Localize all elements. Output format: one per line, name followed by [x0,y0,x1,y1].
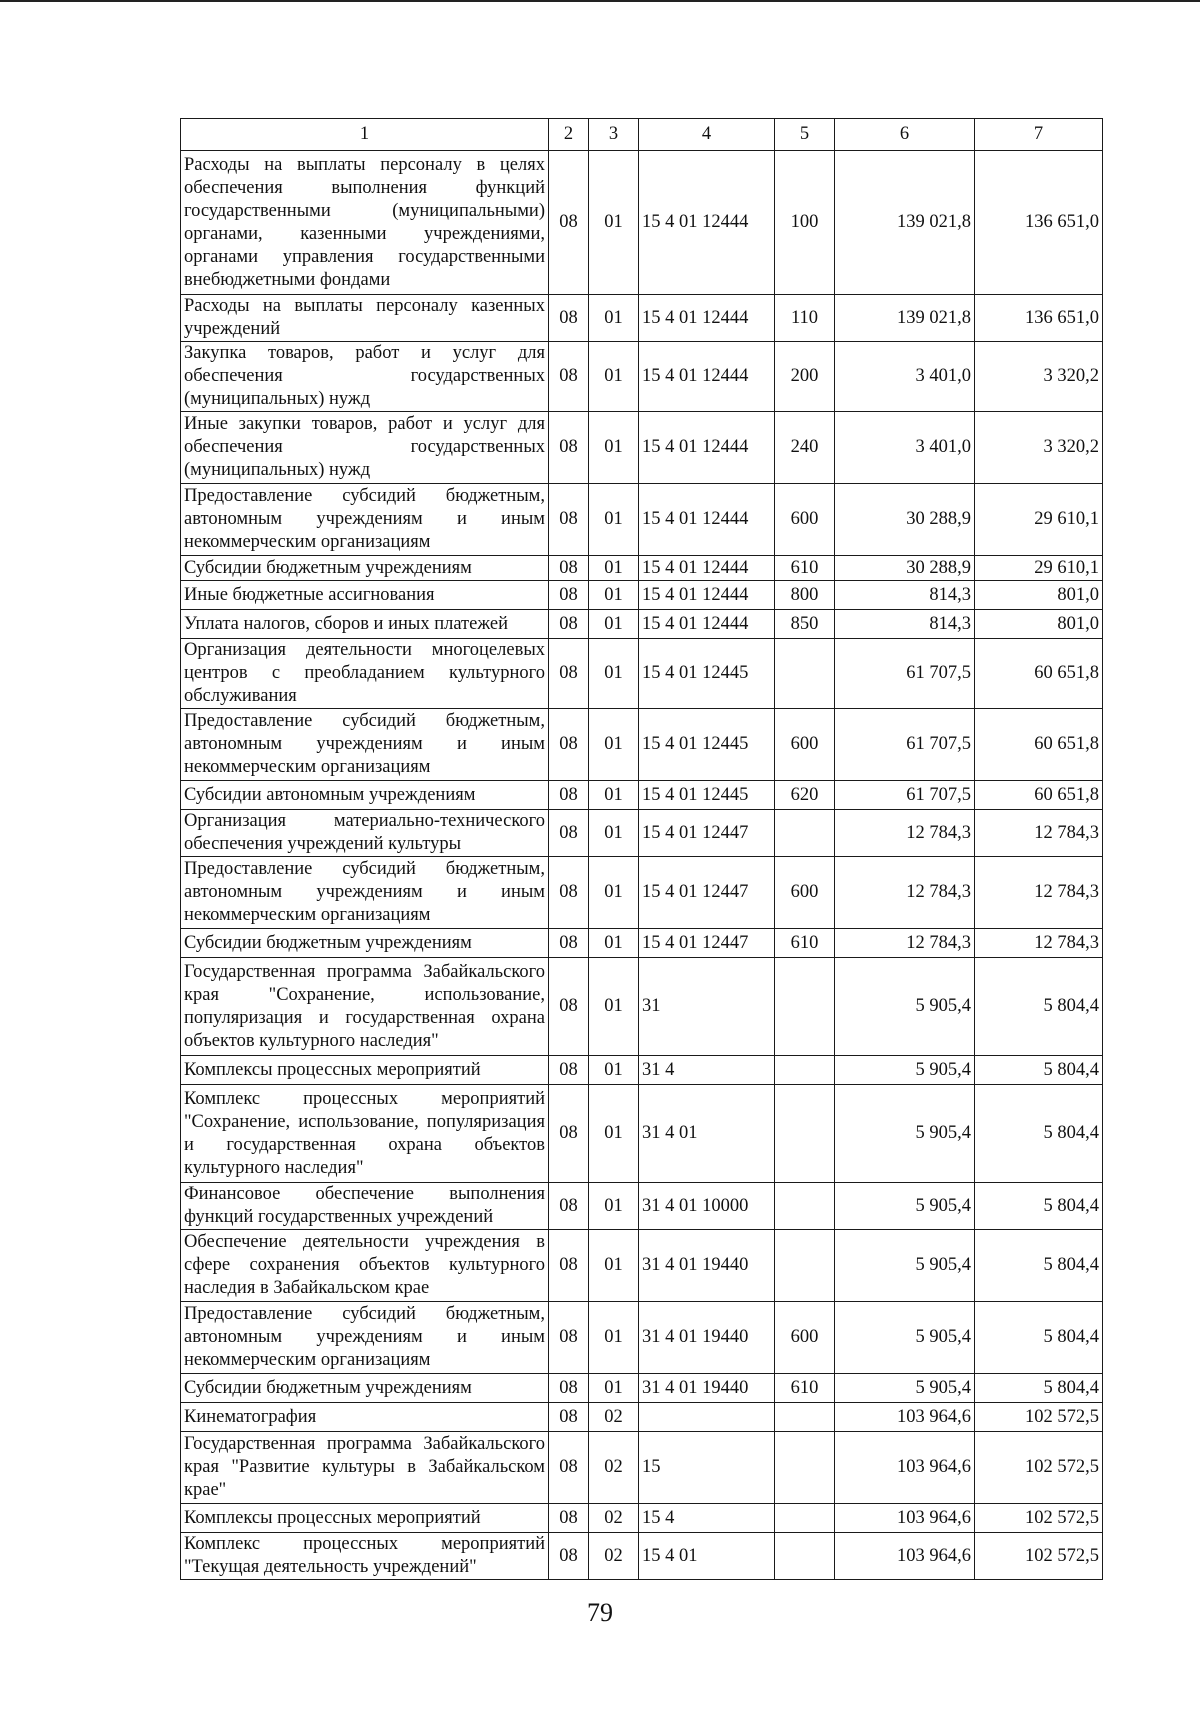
row-target-article-cell [639,1403,775,1432]
row-name-cell: Комплекс процессных мероприятий "Текущая деятельность учреждений" [181,1533,549,1580]
row-amount-2-cell: 60 651,8 [975,781,1103,810]
row-amount-2-cell: 102 572,5 [975,1403,1103,1432]
table-row [181,610,1103,639]
row-target-article-cell: 15 4 01 12447 [639,857,775,929]
header-cell-4: 4 [639,119,775,151]
row-target-article-cell: 15 [639,1432,775,1504]
row-name-cell: Расходы на выплаты персоналу казенных учреждений [181,295,549,342]
row-expense-type-cell [775,1504,835,1533]
row-subsection-cell: 02 [589,1403,639,1432]
row-section-cell: 08 [549,1504,589,1533]
row-expense-type-cell [775,1056,835,1085]
row-target-article-cell: 31 4 01 10000 [639,1183,775,1230]
table-row [181,929,1103,958]
row-name-cell: Предоставление субсидий бюджетным, автономным учреждениям и иным некоммерческим организациям [181,484,549,556]
row-section-cell: 08 [549,639,589,709]
row-subsection-cell: 01 [589,610,639,639]
row-amount-2-cell: 102 572,5 [975,1432,1103,1504]
row-expense-type-cell: 200 [775,342,835,412]
row-target-article-cell: 15 4 01 12444 [639,556,775,581]
row-subsection-cell: 01 [589,1085,639,1183]
row-name-cell: Иные закупки товаров, работ и услуг для обеспечения государственных (муниципальных) нужд [181,412,549,484]
row-section-cell: 08 [549,342,589,412]
row-expense-type-cell [775,1432,835,1504]
row-target-article-cell: 15 4 01 12445 [639,639,775,709]
budget-table [180,118,1103,1580]
table-row [181,556,1103,581]
row-section-cell: 08 [549,556,589,581]
row-section-cell: 08 [549,1403,589,1432]
row-expense-type-cell: 610 [775,556,835,581]
row-amount-1-cell: 5 905,4 [835,1183,975,1230]
table-row [181,1056,1103,1085]
row-subsection-cell: 01 [589,412,639,484]
row-section-cell: 08 [549,958,589,1056]
row-expense-type-cell: 110 [775,295,835,342]
row-amount-1-cell: 30 288,9 [835,556,975,581]
row-amount-1-cell: 12 784,3 [835,810,975,857]
row-expense-type-cell: 600 [775,1302,835,1374]
row-name-cell: Предоставление субсидий бюджетным, автономным учреждениям и иным некоммерческим организациям [181,857,549,929]
table-body [181,151,1103,1580]
row-subsection-cell: 01 [589,1302,639,1374]
row-expense-type-cell [775,1230,835,1302]
row-subsection-cell: 01 [589,1183,639,1230]
header-cell-7: 7 [975,119,1103,151]
row-section-cell: 08 [549,781,589,810]
row-amount-1-cell: 103 964,6 [835,1432,975,1504]
row-expense-type-cell [775,1533,835,1580]
row-amount-2-cell: 136 651,0 [975,151,1103,295]
row-name-cell: Субсидии бюджетным учреждениям [181,1374,549,1403]
row-amount-2-cell: 5 804,4 [975,1056,1103,1085]
row-expense-type-cell: 100 [775,151,835,295]
row-amount-2-cell: 5 804,4 [975,1183,1103,1230]
row-section-cell: 08 [549,1183,589,1230]
row-amount-2-cell: 102 572,5 [975,1504,1103,1533]
table-row [181,151,1103,295]
row-name-cell: Уплата налогов, сборов и иных платежей [181,610,549,639]
row-amount-2-cell: 5 804,4 [975,1374,1103,1403]
row-target-article-cell: 15 4 01 12444 [639,412,775,484]
row-expense-type-cell: 800 [775,581,835,610]
table-row [181,781,1103,810]
row-target-article-cell: 15 4 01 12444 [639,581,775,610]
row-amount-1-cell: 5 905,4 [835,1085,975,1183]
row-amount-2-cell: 3 320,2 [975,342,1103,412]
row-amount-2-cell: 801,0 [975,610,1103,639]
row-amount-1-cell: 30 288,9 [835,484,975,556]
header-cell-3: 3 [589,119,639,151]
row-expense-type-cell [775,1403,835,1432]
row-subsection-cell: 01 [589,484,639,556]
row-name-cell: Государственная программа Забайкальского края "Развитие культуры в Забайкальском крае" [181,1432,549,1504]
row-amount-2-cell: 5 804,4 [975,1230,1103,1302]
header-row [181,119,1103,151]
row-amount-2-cell: 60 651,8 [975,709,1103,781]
row-amount-1-cell: 103 964,6 [835,1533,975,1580]
row-section-cell: 08 [549,1085,589,1183]
table-row [181,639,1103,709]
row-expense-type-cell: 600 [775,857,835,929]
row-amount-2-cell: 801,0 [975,581,1103,610]
row-subsection-cell: 02 [589,1504,639,1533]
row-subsection-cell: 01 [589,857,639,929]
row-amount-2-cell: 5 804,4 [975,958,1103,1056]
row-target-article-cell: 31 4 01 19440 [639,1374,775,1403]
row-expense-type-cell [775,958,835,1056]
row-amount-1-cell: 61 707,5 [835,781,975,810]
row-amount-2-cell: 12 784,3 [975,929,1103,958]
row-amount-1-cell: 12 784,3 [835,929,975,958]
row-target-article-cell: 15 4 01 12447 [639,929,775,958]
row-subsection-cell: 01 [589,342,639,412]
row-amount-2-cell: 60 651,8 [975,639,1103,709]
row-section-cell: 08 [549,484,589,556]
row-amount-2-cell: 3 320,2 [975,412,1103,484]
row-amount-2-cell: 12 784,3 [975,810,1103,857]
row-name-cell: Организация деятельности многоцелевых центров с преобладанием культурного обслуживания [181,639,549,709]
row-amount-1-cell: 139 021,8 [835,151,975,295]
table-row [181,958,1103,1056]
row-section-cell: 08 [549,857,589,929]
row-name-cell: Субсидии автономным учреждениям [181,781,549,810]
row-amount-2-cell: 5 804,4 [975,1085,1103,1183]
row-section-cell: 08 [549,810,589,857]
row-target-article-cell: 31 4 01 [639,1085,775,1183]
table-header [181,119,1103,151]
row-target-article-cell: 31 4 01 19440 [639,1302,775,1374]
row-expense-type-cell: 610 [775,1374,835,1403]
row-amount-1-cell: 139 021,8 [835,295,975,342]
row-name-cell: Кинематография [181,1403,549,1432]
row-subsection-cell: 01 [589,1374,639,1403]
table-row [181,295,1103,342]
row-expense-type-cell [775,1085,835,1183]
row-amount-1-cell: 3 401,0 [835,412,975,484]
row-target-article-cell: 15 4 01 12444 [639,151,775,295]
row-subsection-cell: 01 [589,781,639,810]
row-name-cell: Комплексы процессных мероприятий [181,1504,549,1533]
table-row [181,1533,1103,1580]
row-target-article-cell: 15 4 [639,1504,775,1533]
row-target-article-cell: 15 4 01 12444 [639,295,775,342]
row-section-cell: 08 [549,1374,589,1403]
table-row [181,1432,1103,1504]
row-expense-type-cell: 620 [775,781,835,810]
row-amount-1-cell: 12 784,3 [835,857,975,929]
row-amount-1-cell: 5 905,4 [835,958,975,1056]
row-amount-1-cell: 103 964,6 [835,1403,975,1432]
header-cell-2: 2 [549,119,589,151]
row-section-cell: 08 [549,1533,589,1580]
row-expense-type-cell [775,1183,835,1230]
row-target-article-cell: 15 4 01 [639,1533,775,1580]
table-row [181,1085,1103,1183]
row-target-article-cell: 15 4 01 12445 [639,781,775,810]
row-amount-1-cell: 814,3 [835,581,975,610]
header-cell-6: 6 [835,119,975,151]
row-amount-2-cell: 136 651,0 [975,295,1103,342]
row-subsection-cell: 01 [589,929,639,958]
row-name-cell: Организация материально-технического обеспечения учреждений культуры [181,810,549,857]
row-expense-type-cell: 610 [775,929,835,958]
row-name-cell: Предоставление субсидий бюджетным, автономным учреждениям и иным некоммерческим организациям [181,1302,549,1374]
row-section-cell: 08 [549,709,589,781]
row-target-article-cell: 15 4 01 12445 [639,709,775,781]
row-amount-1-cell: 5 905,4 [835,1374,975,1403]
table-row [181,1183,1103,1230]
row-target-article-cell: 15 4 01 12444 [639,484,775,556]
row-target-article-cell: 15 4 01 12444 [639,610,775,639]
row-target-article-cell: 31 [639,958,775,1056]
row-name-cell: Субсидии бюджетным учреждениям [181,556,549,581]
row-name-cell: Финансовое обеспечение выполнения функций государственных учреждений [181,1183,549,1230]
row-section-cell: 08 [549,295,589,342]
table-row [181,810,1103,857]
row-subsection-cell: 01 [589,151,639,295]
row-amount-2-cell: 5 804,4 [975,1302,1103,1374]
header-cell-5: 5 [775,119,835,151]
row-name-cell: Обеспечение деятельности учреждения в сфере сохранения объектов культурного наследия в Забайкальском крае [181,1230,549,1302]
row-expense-type-cell: 850 [775,610,835,639]
table-row [181,342,1103,412]
row-subsection-cell: 01 [589,810,639,857]
row-subsection-cell: 01 [589,709,639,781]
row-amount-1-cell: 814,3 [835,610,975,639]
row-expense-type-cell: 240 [775,412,835,484]
row-subsection-cell: 02 [589,1533,639,1580]
row-name-cell: Иные бюджетные ассигнования [181,581,549,610]
row-subsection-cell: 01 [589,295,639,342]
row-amount-1-cell: 5 905,4 [835,1056,975,1085]
row-subsection-cell: 01 [589,581,639,610]
table-row [181,709,1103,781]
row-section-cell: 08 [549,1302,589,1374]
row-subsection-cell: 01 [589,1056,639,1085]
row-amount-2-cell: 102 572,5 [975,1533,1103,1580]
row-name-cell: Комплекс процессных мероприятий "Сохранение, использование, популяризация и государственная охрана объектов культурного наследия" [181,1085,549,1183]
row-section-cell: 08 [549,1432,589,1504]
row-expense-type-cell: 600 [775,484,835,556]
row-name-cell: Субсидии бюджетным учреждениям [181,929,549,958]
page-top-rule [0,0,1200,2]
row-name-cell: Закупка товаров, работ и услуг для обеспечения государственных (муниципальных) нужд [181,342,549,412]
row-section-cell: 08 [549,1230,589,1302]
row-subsection-cell: 02 [589,1432,639,1504]
row-amount-1-cell: 3 401,0 [835,342,975,412]
row-section-cell: 08 [549,929,589,958]
row-target-article-cell: 15 4 01 12444 [639,342,775,412]
row-amount-1-cell: 5 905,4 [835,1230,975,1302]
table-row [181,857,1103,929]
row-expense-type-cell [775,810,835,857]
row-amount-1-cell: 61 707,5 [835,639,975,709]
table-row [181,1230,1103,1302]
page-number: 79 [587,1598,613,1627]
row-name-cell: Предоставление субсидий бюджетным, автономным учреждениям и иным некоммерческим организациям [181,709,549,781]
row-name-cell: Государственная программа Забайкальского края "Сохранение, использование, популяризация и государственная охрана объектов культурного наследия" [181,958,549,1056]
row-section-cell: 08 [549,610,589,639]
table-row [181,484,1103,556]
row-subsection-cell: 01 [589,958,639,1056]
table-row [181,1302,1103,1374]
header-cell-1: 1 [181,119,549,151]
row-expense-type-cell: 600 [775,709,835,781]
row-name-cell: Расходы на выплаты персоналу в целях обеспечения выполнения функций государственными (муниципальными) органами, казенными учреждениями, органами управления государственными внебюджетными фондами [181,151,549,295]
row-amount-2-cell: 12 784,3 [975,857,1103,929]
row-amount-2-cell: 29 610,1 [975,556,1103,581]
row-name-cell: Комплексы процессных мероприятий [181,1056,549,1085]
table-row [181,1504,1103,1533]
row-subsection-cell: 01 [589,1230,639,1302]
row-target-article-cell: 31 4 [639,1056,775,1085]
row-section-cell: 08 [549,151,589,295]
row-section-cell: 08 [549,412,589,484]
row-amount-1-cell: 103 964,6 [835,1504,975,1533]
row-subsection-cell: 01 [589,639,639,709]
table-row [181,1403,1103,1432]
row-section-cell: 08 [549,581,589,610]
row-target-article-cell: 15 4 01 12447 [639,810,775,857]
row-expense-type-cell [775,639,835,709]
table-row [181,412,1103,484]
row-section-cell: 08 [549,1056,589,1085]
table-row [181,581,1103,610]
row-target-article-cell: 31 4 01 19440 [639,1230,775,1302]
row-amount-2-cell: 29 610,1 [975,484,1103,556]
row-subsection-cell: 01 [589,556,639,581]
table-row [181,1374,1103,1403]
row-amount-1-cell: 61 707,5 [835,709,975,781]
row-amount-1-cell: 5 905,4 [835,1302,975,1374]
